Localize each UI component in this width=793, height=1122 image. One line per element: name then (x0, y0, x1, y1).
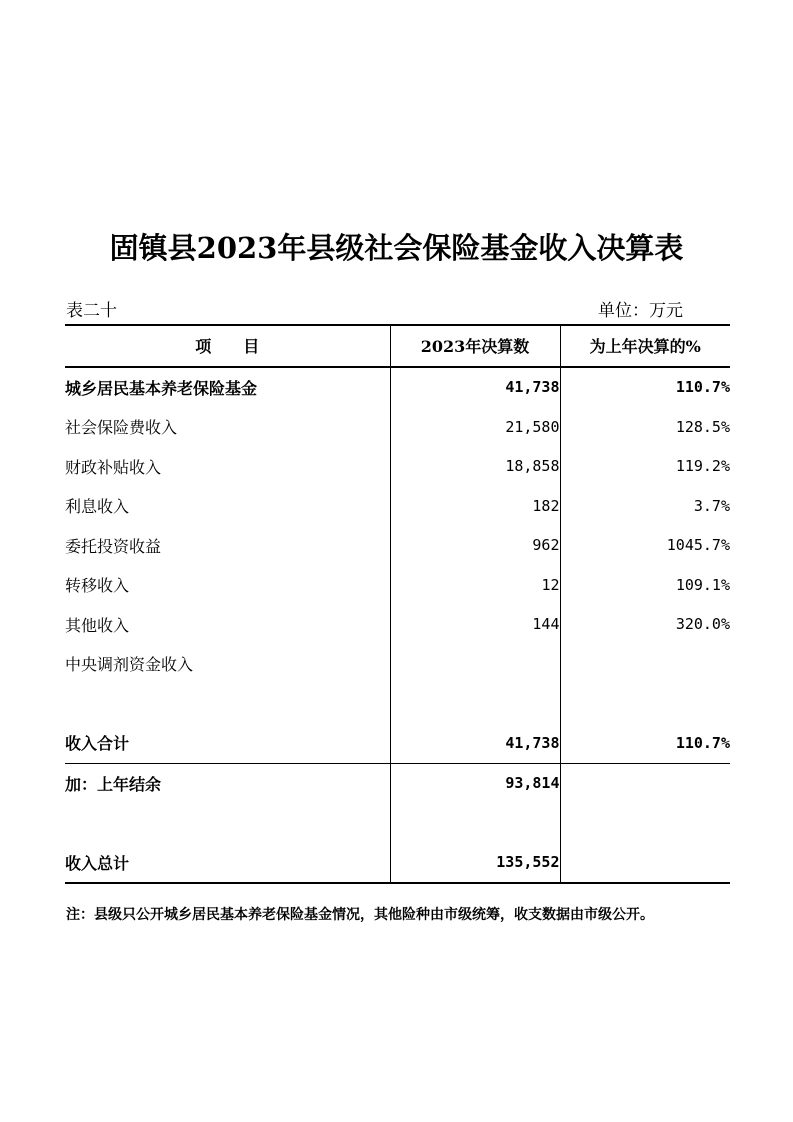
row-label: 财政补贴收入 (65, 457, 162, 477)
table-row (65, 407, 730, 447)
grand-total-row (65, 843, 730, 884)
row-ratio: 128.5% (675, 417, 730, 436)
blank-cell (560, 803, 730, 843)
income-table (65, 324, 730, 884)
table-row (65, 644, 730, 684)
row-amount: 962 (390, 526, 560, 566)
table-number: 表二十 (66, 301, 117, 321)
row-label: 中央调剂资金收入 (65, 655, 194, 675)
carryover-row (65, 763, 730, 803)
table-row-blank (65, 803, 730, 843)
row-amount (390, 644, 560, 684)
row-amount: 41,738 (390, 723, 560, 763)
row-amount: 41,738 (390, 367, 560, 408)
row-amount: 21,580 (390, 407, 560, 447)
table-row (65, 605, 730, 645)
row-amount: 93,814 (390, 763, 560, 803)
blank-cell (65, 684, 390, 724)
table-row (65, 565, 730, 605)
row-ratio (560, 763, 730, 803)
row-ratio: 110.7% (675, 733, 730, 752)
table-row (65, 367, 730, 408)
header-item: 项 目 (65, 325, 390, 367)
blank-cell (65, 803, 390, 843)
table-row (65, 526, 730, 566)
row-amount: 18,858 (390, 447, 560, 487)
row-ratio: 109.1% (675, 575, 730, 594)
table-row-blank (65, 684, 730, 724)
row-amount: 135,552 (390, 843, 560, 884)
row-label: 收入总计 (65, 843, 390, 884)
row-ratio: 1045.7% (666, 536, 730, 555)
row-ratio: 320.0% (675, 615, 730, 634)
row-label: 社会保险费收入 (65, 418, 178, 438)
row-label: 转移收入 (65, 576, 130, 596)
table-row (65, 447, 730, 487)
row-label: 利息收入 (65, 497, 130, 517)
row-label: 城乡居民基本养老保险基金 (65, 378, 258, 398)
row-amount: 12 (390, 565, 560, 605)
table-row (65, 486, 730, 526)
row-label: 其他收入 (65, 615, 130, 635)
row-amount: 144 (390, 605, 560, 645)
unit-label: 单位：万元 (598, 301, 683, 321)
blank-cell (390, 684, 560, 724)
header-ratio: 为上年决算的% (560, 325, 730, 367)
subtotal-row (65, 723, 730, 763)
row-ratio (560, 644, 730, 684)
row-label: 委托投资收益 (65, 536, 162, 556)
row-ratio: 110.7% (675, 378, 730, 397)
header-amount: 2023年决算数 (390, 325, 560, 367)
row-ratio: 119.2% (675, 457, 730, 476)
row-label: 收入合计 (65, 734, 130, 754)
page-title: 固镇县2023年县级社会保险基金收入决算表 (109, 231, 684, 265)
blank-cell (560, 684, 730, 724)
row-ratio: 3.7% (693, 496, 730, 515)
table-header-row (65, 325, 730, 367)
footnote: 注：县级只公开城乡居民基本养老保险基金情况，其他险种由市级统筹，收支数据由市级公开。 (66, 907, 654, 923)
row-label: 加：上年结余 (65, 763, 390, 803)
row-amount: 182 (390, 486, 560, 526)
row-ratio (560, 843, 730, 884)
blank-cell (390, 803, 560, 843)
